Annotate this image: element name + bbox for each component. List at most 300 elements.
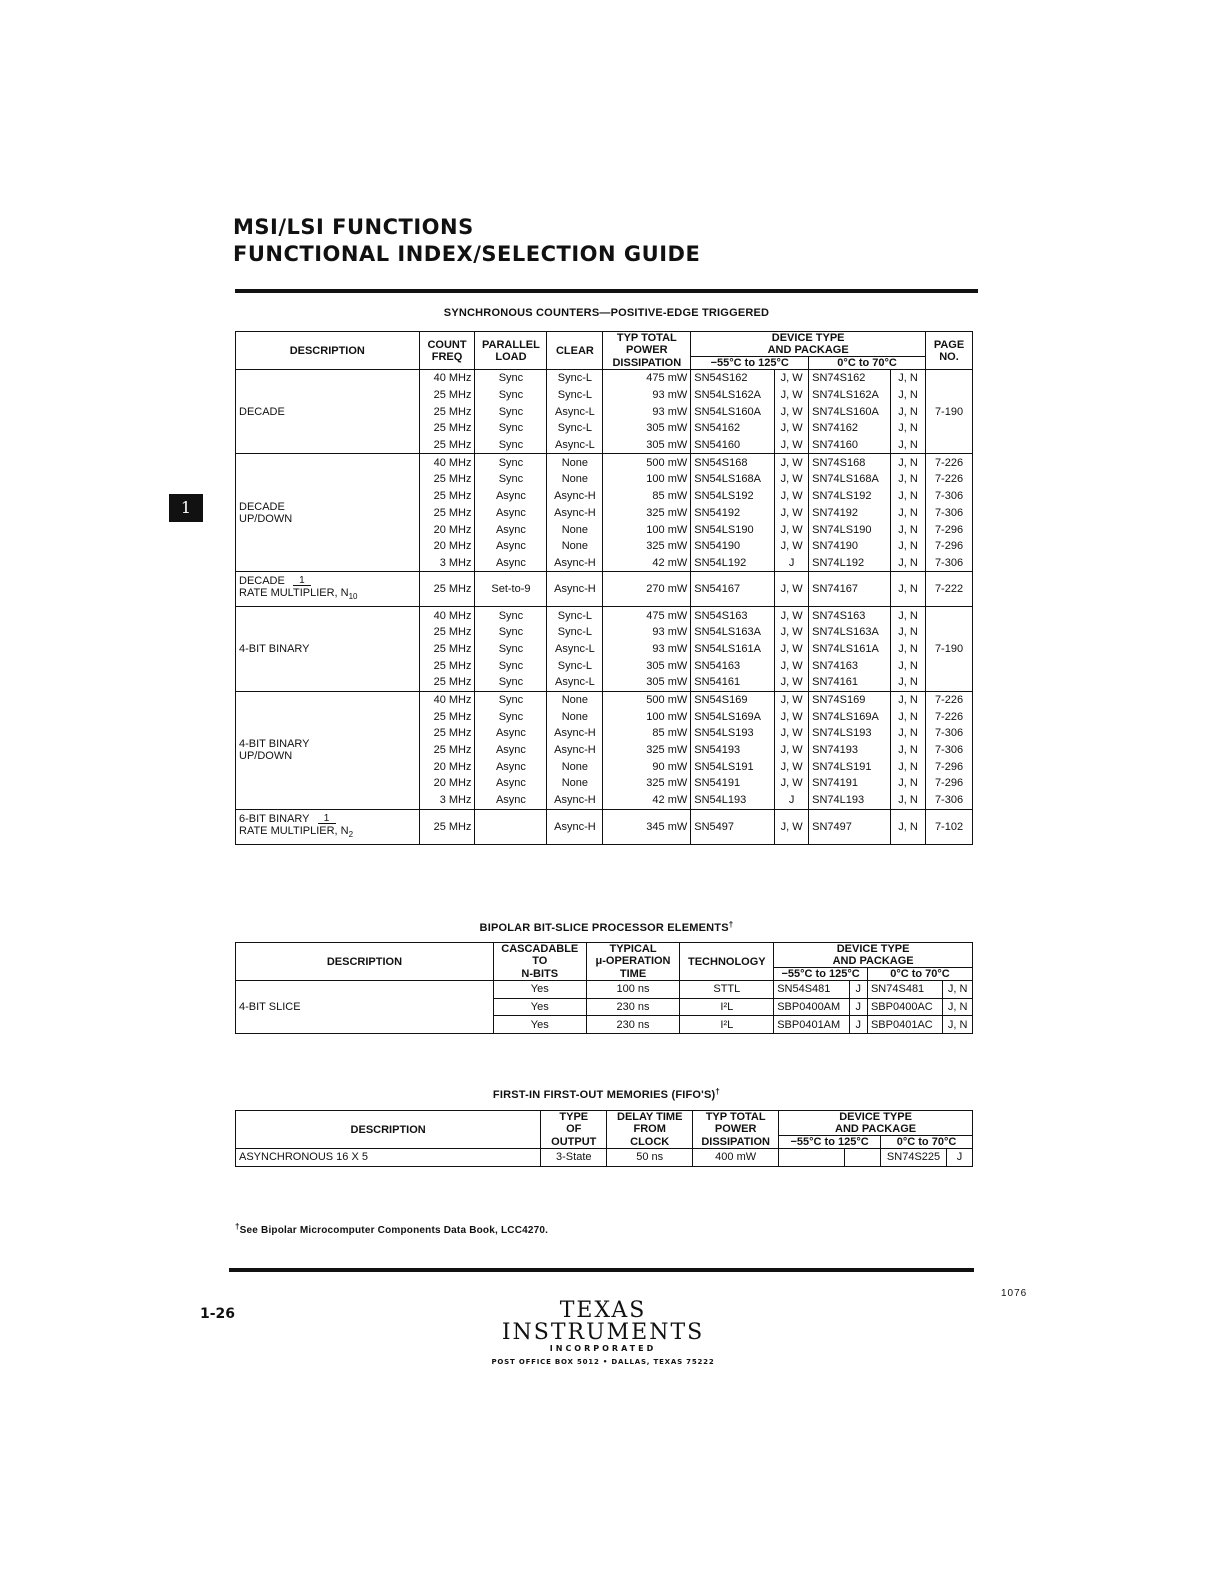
description-line-1: DECADE	[239, 405, 285, 418]
cell: SN54S162	[691, 370, 775, 387]
page-title	[233, 214, 700, 268]
cell: SN74167	[809, 572, 891, 607]
counters-table	[235, 331, 973, 845]
cell: SN54162	[691, 420, 775, 437]
cell: 3 MHz	[419, 555, 475, 572]
cell: None	[547, 758, 603, 775]
cell: J, N	[891, 437, 926, 454]
bs-header-mil-range: −55°C to 125°C	[774, 968, 868, 981]
table-row	[236, 607, 973, 624]
cell: SN74L193	[809, 792, 891, 809]
cell: ASYNCHRONOUS 16 X 5	[236, 1149, 541, 1167]
cell: 305 mW	[603, 437, 691, 454]
header-mil-range: −55°C to 125°C	[691, 357, 809, 370]
header-power-3: DISSIPATION	[603, 357, 691, 370]
cell: SN54161	[691, 674, 775, 691]
bs-header-operation: μ-OPERATION	[586, 955, 680, 968]
cell	[475, 809, 547, 844]
cell: 93 mW	[603, 403, 691, 420]
cell: SN54193	[691, 742, 775, 759]
header-com-range: 0°C to 70°C	[809, 357, 926, 370]
cell: 3-State	[541, 1149, 607, 1167]
cell: SN74LS169A	[809, 708, 891, 725]
cell: J, N	[943, 981, 973, 999]
cell: SN74163	[809, 657, 891, 674]
header-clear: CLEAR	[547, 332, 603, 370]
cell: J	[775, 792, 809, 809]
title-line-1: MSI/LSI FUNCTIONS	[233, 215, 474, 239]
header-description: DESCRIPTION	[236, 332, 420, 370]
group-description	[236, 691, 420, 809]
company-name: TEXAS INSTRUMENTS	[501, 1298, 705, 1345]
cell: J	[849, 998, 867, 1016]
table-row	[236, 454, 973, 471]
cell: SN54L192	[691, 555, 775, 572]
cell: 7-306	[926, 505, 973, 522]
cell: SN74191	[809, 775, 891, 792]
cell: Yes	[493, 998, 586, 1016]
company-address: POST OFFICE BOX 5012 • DALLAS, TEXAS 75222	[491, 1358, 715, 1366]
title-line-2: FUNCTIONAL INDEX/SELECTION GUIDE	[233, 242, 701, 266]
fifo-header-delay: DELAY TIME	[607, 1111, 693, 1124]
cell: SN54LS160A	[691, 403, 775, 420]
description-line-2: RATE MULTIPLIER, $N_{10}$	[239, 587, 358, 602]
cell: J, N	[891, 809, 926, 844]
cell: SN54191	[691, 775, 775, 792]
page-number-cell: 7-190	[926, 370, 973, 454]
cell: 305 mW	[603, 674, 691, 691]
cell: J, W	[775, 691, 809, 708]
cell: J, N	[891, 488, 926, 505]
cell: 7-226	[926, 691, 973, 708]
cell: 475 mW	[603, 370, 691, 387]
footnote: †See Bipolar Microcomputer Components Data Book, LCC4270.	[235, 1222, 549, 1236]
cell: Async	[475, 555, 547, 572]
table-row	[236, 1149, 973, 1167]
cell: 93 mW	[603, 641, 691, 658]
cell: 7-306	[926, 742, 973, 759]
cell: 7-296	[926, 521, 973, 538]
header-power: TYP TOTAL	[603, 332, 691, 345]
cell	[845, 1149, 881, 1167]
cell: SN74192	[809, 505, 891, 522]
cell: 325 mW	[603, 742, 691, 759]
bs-header-and-package: AND PACKAGE	[774, 955, 973, 968]
cell: Async	[475, 792, 547, 809]
cell: J, W	[775, 538, 809, 555]
cell: SN54190	[691, 538, 775, 555]
cell: SN74LS193	[809, 725, 891, 742]
cell: SN54LS190	[691, 521, 775, 538]
cell: Set-to-9	[475, 572, 547, 607]
cell: None	[547, 708, 603, 725]
bs-header-device-type: DEVICE TYPE	[774, 943, 973, 956]
cell: 20 MHz	[419, 521, 475, 538]
cell: None	[547, 521, 603, 538]
fifo-header-com-range: 0°C to 70°C	[881, 1136, 973, 1149]
fifo-header-output: OUTPUT	[541, 1136, 607, 1149]
cell: SN54160	[691, 437, 775, 454]
cell: SN54LS169A	[691, 708, 775, 725]
cell: J, N	[891, 708, 926, 725]
cell: J, N	[891, 775, 926, 792]
cell: SN54LS192	[691, 488, 775, 505]
cell: None	[547, 454, 603, 471]
fifo-header-dissipation: DISSIPATION	[693, 1136, 779, 1149]
cell: J, N	[943, 998, 973, 1016]
cell: Async	[475, 775, 547, 792]
fifo-header-type: TYPE	[541, 1111, 607, 1124]
cell: 270 mW	[603, 572, 691, 607]
cell: Sync-L	[547, 387, 603, 404]
cell: 25 MHz	[419, 809, 475, 844]
fifo-header-power-2: POWER	[693, 1123, 779, 1136]
group-description	[236, 607, 420, 691]
cell: SBP0401AC	[867, 1016, 942, 1034]
counters-section-title: SYNCHRONOUS COUNTERS—POSITIVE-EDGE TRIGGERED	[443, 307, 770, 319]
fraction-numerator: 1	[318, 814, 336, 824]
cell: 230 ns	[586, 998, 680, 1016]
header-page-no: PAGE NO.	[926, 332, 973, 370]
cell: 7-222	[926, 572, 973, 607]
cell: J, W	[775, 742, 809, 759]
cell: 25 MHz	[419, 488, 475, 505]
cell: 25 MHz	[419, 420, 475, 437]
cell: 475 mW	[603, 607, 691, 624]
cell: J, N	[891, 420, 926, 437]
cell: SN74LS192	[809, 488, 891, 505]
cell: SN74L192	[809, 555, 891, 572]
cell: 3 MHz	[419, 792, 475, 809]
header-parallel-load: PARALLEL LOAD	[475, 332, 547, 370]
cell: 20 MHz	[419, 538, 475, 555]
cell: J, N	[943, 1016, 973, 1034]
cell: 25 MHz	[419, 725, 475, 742]
cell: Sync	[475, 420, 547, 437]
cell: Async-H	[547, 742, 603, 759]
cell: J, W	[775, 471, 809, 488]
cell: SN74S481	[867, 981, 942, 999]
cell: SN74LS161A	[809, 641, 891, 658]
cell: J	[849, 1016, 867, 1034]
cell: J, N	[891, 403, 926, 420]
cell: 500 mW	[603, 454, 691, 471]
cell: J, N	[891, 387, 926, 404]
cell: SN74LS160A	[809, 403, 891, 420]
cell: J, N	[891, 657, 926, 674]
cell: 100 mW	[603, 521, 691, 538]
cell: Async-L	[547, 403, 603, 420]
cell: J, N	[891, 521, 926, 538]
cell: J, W	[775, 488, 809, 505]
group-description	[236, 454, 420, 572]
cell: SBP0401AM	[774, 1016, 849, 1034]
cell: Sync	[475, 708, 547, 725]
cell: SN74LS168A	[809, 471, 891, 488]
cell: J, N	[891, 624, 926, 641]
cell: 325 mW	[603, 505, 691, 522]
group-description	[236, 572, 420, 607]
cell: SN74S169	[809, 691, 891, 708]
cell: 40 MHz	[419, 607, 475, 624]
cell: J, W	[775, 437, 809, 454]
cell: 25 MHz	[419, 437, 475, 454]
cell: J, W	[775, 775, 809, 792]
cell: Sync-L	[547, 420, 603, 437]
bitslice-section-title: BIPOLAR BIT-SLICE PROCESSOR ELEMENTS†	[479, 920, 734, 934]
cell: Async	[475, 742, 547, 759]
cell: 7-296	[926, 538, 973, 555]
cell: J, N	[891, 555, 926, 572]
bitslice-table	[235, 942, 973, 1034]
cell: None	[547, 691, 603, 708]
cell: Async-H	[547, 792, 603, 809]
cell: 7-306	[926, 488, 973, 505]
cell: SN74S162	[809, 370, 891, 387]
cell: STTL	[680, 981, 774, 999]
cell: 400 mW	[693, 1149, 779, 1167]
cell: 40 MHz	[419, 370, 475, 387]
cell: SN74161	[809, 674, 891, 691]
table-row	[236, 370, 973, 387]
fifo-header-mil-range: −55°C to 125°C	[779, 1136, 881, 1149]
cell: J, N	[891, 792, 926, 809]
cell: SN54LS193	[691, 725, 775, 742]
cell: 50 ns	[607, 1149, 693, 1167]
cell: 85 mW	[603, 725, 691, 742]
cell: SBP0400AC	[867, 998, 942, 1016]
cell: None	[547, 775, 603, 792]
cell: 25 MHz	[419, 387, 475, 404]
cell: J	[849, 981, 867, 999]
cell: SN74S225	[881, 1149, 947, 1167]
description-line-2: RATE MULTIPLIER, $N_2$	[239, 824, 354, 839]
cell: Sync	[475, 387, 547, 404]
header-and-package: AND PACKAGE	[691, 344, 926, 357]
cell: 100 mW	[603, 471, 691, 488]
cell: J, N	[891, 505, 926, 522]
cell: Async	[475, 538, 547, 555]
table-row	[236, 981, 973, 999]
cell: J	[775, 555, 809, 572]
fifo-header-power: TYP TOTAL	[693, 1111, 779, 1124]
group-description	[236, 809, 420, 844]
bs-header-technology: TECHNOLOGY	[680, 943, 774, 981]
cell: SN74LS190	[809, 521, 891, 538]
fifo-section-title: FIRST-IN FIRST-OUT MEMORIES (FIFO'S)†	[492, 1087, 721, 1101]
cell: SN74LS162A	[809, 387, 891, 404]
cell: SN74S168	[809, 454, 891, 471]
cell: SN54S163	[691, 607, 775, 624]
fifo-header-device-type: DEVICE TYPE	[779, 1111, 973, 1124]
cell: 100 mW	[603, 708, 691, 725]
cell: SN54LS191	[691, 758, 775, 775]
cell: Async	[475, 758, 547, 775]
cell: Sync-L	[547, 607, 603, 624]
description-line-1: DECADE	[239, 500, 285, 513]
cell: I²L	[680, 998, 774, 1016]
fifo-header-of: OF	[541, 1123, 607, 1136]
fifo-header-from: FROM	[607, 1123, 693, 1136]
page-number: 1-26	[200, 1306, 236, 1322]
cell: 25 MHz	[419, 641, 475, 658]
bs-header-time: TIME	[586, 968, 680, 981]
header-power-2: POWER	[603, 344, 691, 357]
cell: 85 mW	[603, 488, 691, 505]
cell: J, W	[775, 607, 809, 624]
cell: SN74LS191	[809, 758, 891, 775]
cell: Sync	[475, 607, 547, 624]
company-incorporated: INCORPORATED	[549, 1344, 657, 1353]
cell: Sync-L	[547, 370, 603, 387]
cell: SN74160	[809, 437, 891, 454]
cell: SN54LS161A	[691, 641, 775, 658]
cell: J, W	[775, 809, 809, 844]
fifo-header-description: DESCRIPTION	[236, 1111, 541, 1149]
cell: J, W	[775, 403, 809, 420]
cell: SN74S163	[809, 607, 891, 624]
cell: J, W	[775, 657, 809, 674]
cell: J, W	[775, 572, 809, 607]
cell: 7-306	[926, 555, 973, 572]
cell: 25 MHz	[419, 657, 475, 674]
cell: 7-226	[926, 454, 973, 471]
bs-header-cascadable: CASCADABLE	[493, 943, 586, 956]
cell: Sync	[475, 657, 547, 674]
cell: 7-296	[926, 758, 973, 775]
cell	[779, 1149, 845, 1167]
cell: Async-H	[547, 488, 603, 505]
cell: Sync	[475, 674, 547, 691]
cell: 25 MHz	[419, 742, 475, 759]
cell: SN7497	[809, 809, 891, 844]
cell: SN54S169	[691, 691, 775, 708]
cell: J, W	[775, 624, 809, 641]
cell: 230 ns	[586, 1016, 680, 1034]
section-tab-marker: 1	[169, 494, 203, 522]
cell: Yes	[493, 1016, 586, 1034]
cell: SN5497	[691, 809, 775, 844]
cell: J, N	[891, 370, 926, 387]
cell: SBP0400AM	[774, 998, 849, 1016]
cell: J, W	[775, 758, 809, 775]
cell: Async-L	[547, 641, 603, 658]
cell: Async	[475, 725, 547, 742]
cell: Async	[475, 521, 547, 538]
cell: J, W	[775, 725, 809, 742]
cell: SN54167	[691, 572, 775, 607]
description-line-1: DECADE	[239, 575, 285, 588]
cell: 93 mW	[603, 387, 691, 404]
cell: J, N	[891, 674, 926, 691]
cell: J, N	[891, 641, 926, 658]
cell: Sync	[475, 471, 547, 488]
cell: 20 MHz	[419, 775, 475, 792]
cell: J, N	[891, 454, 926, 471]
cell: Yes	[493, 981, 586, 999]
cell: J, W	[775, 521, 809, 538]
table-row	[236, 809, 973, 844]
bs-header-typical: TYPICAL	[586, 943, 680, 956]
bottom-rule	[229, 1268, 974, 1272]
cell: 7-306	[926, 792, 973, 809]
cell: Sync	[475, 641, 547, 658]
cell: 25 MHz	[419, 674, 475, 691]
cell: SN54192	[691, 505, 775, 522]
cell: 325 mW	[603, 775, 691, 792]
cell: 42 mW	[603, 792, 691, 809]
cell: 7-306	[926, 725, 973, 742]
cell: J, W	[775, 641, 809, 658]
cell: 93 mW	[603, 624, 691, 641]
cell: Async-H	[547, 809, 603, 844]
top-rule	[235, 289, 978, 293]
cell: J, W	[775, 505, 809, 522]
cell: 500 mW	[603, 691, 691, 708]
cell: SN54LS168A	[691, 471, 775, 488]
fifo-header-clock: CLOCK	[607, 1136, 693, 1149]
page-number-cell: 7-190	[926, 607, 973, 691]
cell: 7-296	[926, 775, 973, 792]
fraction-numerator: 1	[293, 576, 311, 586]
description-line-1: 6-BIT BINARY	[239, 812, 310, 825]
cell: 100 ns	[586, 981, 680, 999]
cell: J, N	[891, 607, 926, 624]
cell: 40 MHz	[419, 454, 475, 471]
description-line-1: 4-BIT BINARY	[239, 642, 310, 655]
cell: J, W	[775, 387, 809, 404]
cell: 25 MHz	[419, 624, 475, 641]
cell: Async-H	[547, 725, 603, 742]
cell: 25 MHz	[419, 708, 475, 725]
cell: J, W	[775, 454, 809, 471]
cell: Async-H	[547, 555, 603, 572]
cell: 305 mW	[603, 657, 691, 674]
table-row	[236, 691, 973, 708]
cell: SN54S168	[691, 454, 775, 471]
cell: SN54L193	[691, 792, 775, 809]
cell: SN54S481	[774, 981, 849, 999]
cell: J, N	[891, 691, 926, 708]
cell: J, W	[775, 674, 809, 691]
cell: None	[547, 538, 603, 555]
cell: Sync	[475, 691, 547, 708]
group-description	[236, 370, 420, 454]
bs-description: 4-BIT SLICE	[236, 981, 494, 1034]
cell: 7-226	[926, 708, 973, 725]
cell: SN54LS163A	[691, 624, 775, 641]
cell: Async	[475, 488, 547, 505]
cell: J, W	[775, 420, 809, 437]
cell: SN74190	[809, 538, 891, 555]
header-count-freq: COUNT FREQ	[419, 332, 475, 370]
cell: 20 MHz	[419, 758, 475, 775]
fifo-table	[235, 1110, 973, 1167]
cell: 25 MHz	[419, 505, 475, 522]
cell: 25 MHz	[419, 572, 475, 607]
bs-header-com-range: 0°C to 70°C	[867, 968, 972, 981]
cell: 345 mW	[603, 809, 691, 844]
cell: Async-L	[547, 674, 603, 691]
bs-header-description: DESCRIPTION	[236, 943, 494, 981]
cell: J, N	[891, 725, 926, 742]
document-code: 1076	[1001, 1288, 1028, 1299]
cell: 325 mW	[603, 538, 691, 555]
cell: Async-H	[547, 572, 603, 607]
cell: 7-226	[926, 471, 973, 488]
cell: 25 MHz	[419, 471, 475, 488]
cell: Sync	[475, 370, 547, 387]
